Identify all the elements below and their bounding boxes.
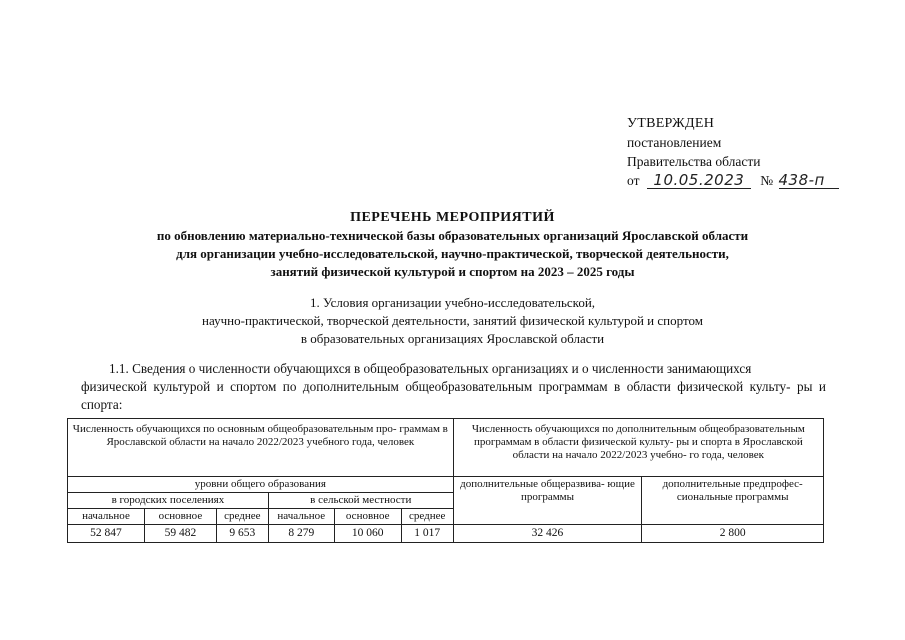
paragraph-1-1 (81, 360, 826, 414)
paragraph-line-2: физической культурой и спортом по дополнительным общеобразовательным программам в области физической культу- (81, 379, 791, 394)
title-line-3: для организации учебно-исследовательской, научно-практической, творческой деятельности, (176, 246, 729, 261)
number-label: № (760, 173, 774, 188)
approval-line-resolution: постановлением (627, 135, 722, 150)
value-rural-basic: 10 060 (334, 525, 401, 543)
section-line-3: в образовательных организациях Ярославской области (300, 331, 605, 346)
header-main-programs: Численность обучающихся по основным общеобразовательным про- граммам в Ярославской области на начало 2022/2023 учебного года, человек (68, 419, 454, 477)
value-additional-preprofessional: 2 800 (642, 525, 824, 543)
header-levels: уровни общего образования (68, 477, 454, 493)
value-urban-basic: 59 482 (144, 525, 216, 543)
section-heading (0, 294, 905, 348)
title-line-4: занятий физической культурой и спортом на 2023 – 2025 годы (270, 264, 635, 279)
approval-stamp (627, 114, 839, 190)
header-additional-programs: Численность обучающихся по дополнительным общеобразовательным программам в области физической культу- ры и спорта в Ярославской области на начало 2022/2023 учебно- го года, человек (453, 419, 823, 477)
section-line-2: научно-практической, творческой деятельности, занятий физической культурой и спортом (202, 313, 703, 328)
subheader-urban-secondary: среднее (216, 509, 268, 525)
header-additional-preprofessional: дополнительные предпрофес- сиональные программы (642, 477, 824, 525)
header-urban: в городских поселениях (68, 493, 269, 509)
subheader-urban-basic: основное (144, 509, 216, 525)
approval-heading: УТВЕРЖДЕН (627, 116, 715, 131)
value-rural-secondary: 1 017 (401, 525, 453, 543)
title-line-2: по обновлению материально-технической базы образовательных организаций Ярославской области (156, 228, 749, 243)
header-rural: в сельской местности (268, 493, 453, 509)
value-urban-primary: 52 847 (68, 525, 145, 543)
paragraph-line-1: 1.1. Сведения о численности обучающихся в общеобразовательных организациях и о численности занимающихся (109, 361, 752, 376)
document-title (0, 209, 905, 281)
statistics-table (67, 418, 824, 543)
approval-line-government: Правительства области (627, 154, 761, 169)
subheader-urban-primary: начальное (68, 509, 145, 525)
subheader-rural-basic: основное (334, 509, 401, 525)
title-line-1: ПЕРЕЧЕНЬ МЕРОПРИЯТИЙ (350, 210, 555, 225)
approval-date-line (627, 171, 839, 190)
handwritten-number: 438-п (779, 173, 839, 189)
value-urban-secondary: 9 653 (216, 525, 268, 543)
paragraph-line-3: ры и спорта: (81, 379, 826, 412)
value-additional-development: 32 426 (453, 525, 642, 543)
section-line-1: 1. Условия организации учебно-исследовательской, (309, 295, 596, 310)
from-label: от (627, 173, 640, 188)
header-additional-development: дополнительные общеразвива- ющие программы (453, 477, 642, 525)
value-rural-primary: 8 279 (268, 525, 334, 543)
subheader-rural-secondary: среднее (401, 509, 453, 525)
subheader-rural-primary: начальное (268, 509, 334, 525)
handwritten-date: 10.05.2023 (647, 173, 751, 189)
